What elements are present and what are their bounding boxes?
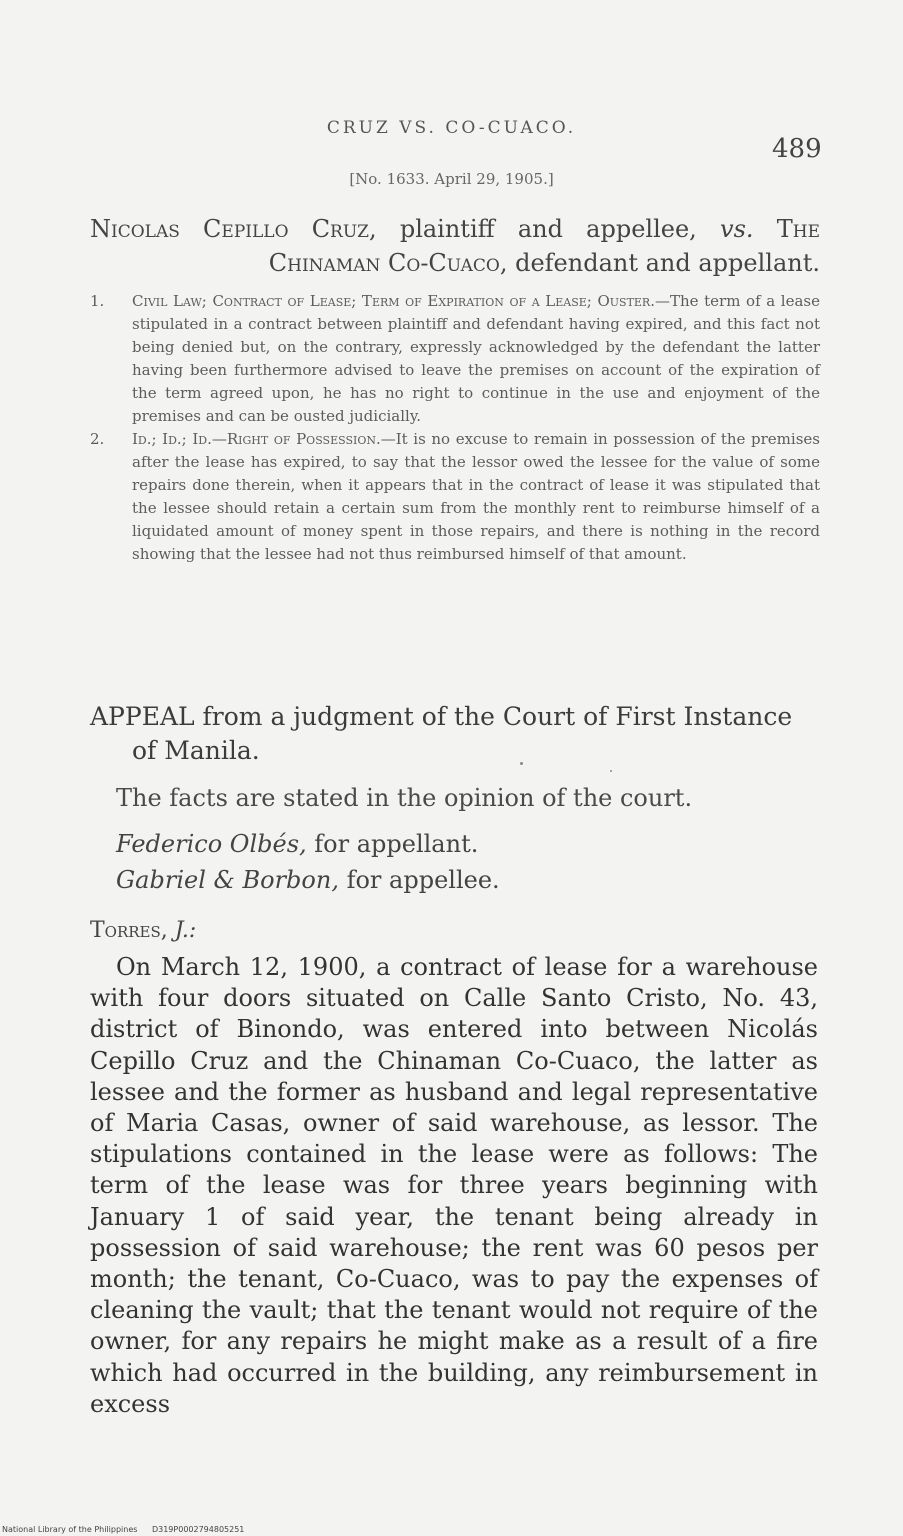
plaintiff-name: Nicolas Cepillo Cruz, <box>90 215 377 243</box>
judge-surname: Torres, <box>90 918 168 943</box>
syllabus-heading: Id.; Id.; Id.—Right of Possession. <box>132 430 381 448</box>
defendant-name: Chinaman Co-Cuaco, <box>268 249 508 277</box>
case-reference: [No. 1633. April 29, 1905.] <box>349 170 554 188</box>
facts-statement: The facts are stated in the opinion of the court. <box>116 784 693 812</box>
scan-speck <box>610 770 612 772</box>
defendant-role: defendant and appellant. <box>515 249 820 277</box>
scan-speck <box>520 762 523 765</box>
versus: vs. <box>720 215 754 243</box>
judge-suffix: J.: <box>174 918 197 943</box>
syllabus-item <box>90 290 820 428</box>
page-number: 489 <box>772 134 822 164</box>
syllabus-text: —The term of a lease stipulated in a contract between plaintiff and defendant having expired, and this fact not being denied but, on the contrary, expressly acknowledged by the defendant the latter having been furthermore advised to leave the premises on account of the expiration of the term agreed upon, he has no right to continue in the use and enjoyment of the premises and can be ousted judicially. <box>132 292 820 425</box>
counsel-name: Gabriel & Borbon, <box>116 866 339 894</box>
opinion-text: On March 12, 1900, a contract of lease for a warehouse with four doors situated on Calle Santo Cristo, No. 43, district of Binondo, was entered into between Nicolás Cepillo Cruz and the Chinaman Co-Cuaco, the latter as lessee and the former as husband and legal representative of Maria Casas, owner of said warehouse, as lessor. The stipulations contained in the lease were as follows: The term of the lease was for three years beginning with January 1 of said year, the tenant being already in possession of said warehouse; the rent was 60 pesos per month; the tenant, Co-Cuaco, was to pay the expenses of cleaning the vault; that the tenant would not require of the owner, for any repairs he might make as a result of a fire which had occurred in the building, any reimbursement in excess <box>90 953 818 1418</box>
counsel-appellee <box>116 862 500 898</box>
counsel-role: for appellant. <box>314 830 479 858</box>
counsel-name: Federico Olbés, <box>116 830 307 858</box>
judge-name <box>90 918 196 943</box>
running-head: CRUZ VS. CO-CUACO. <box>326 118 577 138</box>
case-title <box>90 212 820 280</box>
the-word: The <box>776 215 820 243</box>
appeal-statement <box>90 700 820 768</box>
counsel-appellant <box>116 826 500 862</box>
syllabus <box>90 290 820 566</box>
appeal-line-1: APPEAL from a judgment of the Court of First Instance <box>90 702 793 731</box>
syllabus-number: 2. <box>90 430 105 448</box>
case-title-line-1 <box>90 212 820 246</box>
counsel-role: for appellee. <box>346 866 500 894</box>
syllabus-heading: Civil Law; Contract of Lease; Term of Expiration of a Lease; Ouster. <box>132 292 655 310</box>
syllabus-number: 1. <box>90 292 105 310</box>
plaintiff-role: plaintiff and appellee, <box>399 215 697 243</box>
case-title-line-2 <box>90 246 820 280</box>
scan-footer <box>2 1525 256 1534</box>
appeal-line-2: of Manila. <box>132 736 260 765</box>
footer-identifier: D319P0002794805251 <box>151 1525 245 1534</box>
counsel-list <box>116 826 500 898</box>
syllabus-text: —It is no excuse to remain in possession of the premises after the lease has expired, to say that the lessor owed the lessee for the value of some repairs done therein, when it appears that in the contract of lease it was stipulated that the lessee should retain a certain sum from the monthly rent to reimburse himself of a liquidated amount of money spent in those repairs, and there is nothing in the record showing that the lessee had not thus reimbursed himself of that amount. <box>132 430 820 563</box>
footer-source: National Library of the Philippines <box>2 1525 138 1534</box>
syllabus-item <box>90 428 820 566</box>
